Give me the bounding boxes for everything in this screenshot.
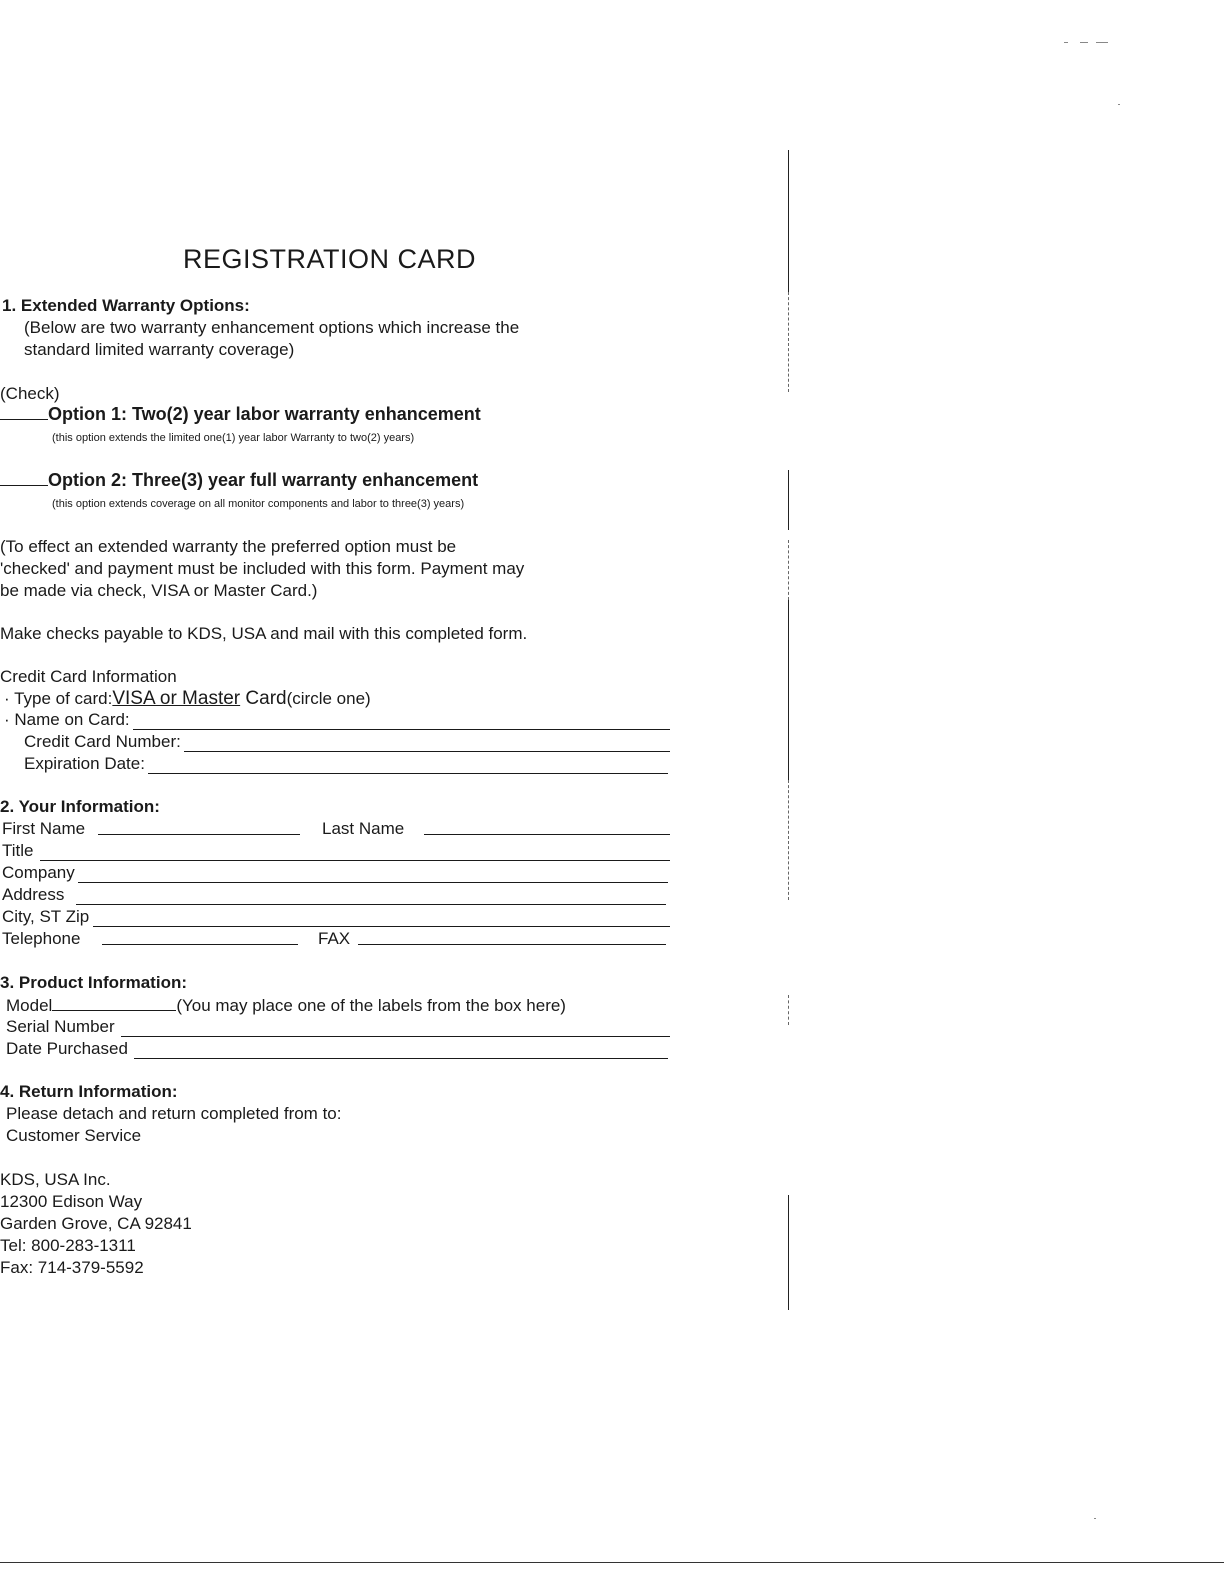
address-street: 12300 Edison Way <box>0 1192 143 1211</box>
date-purchased-label: Date Purchased <box>6 1039 128 1058</box>
card-type-row <box>4 689 371 709</box>
model-row <box>6 995 566 1016</box>
title-row <box>2 841 670 861</box>
company-label: Company <box>2 863 75 882</box>
address-fax: Fax: 714-379-5592 <box>0 1258 144 1277</box>
section-2-heading: 2. Your Information: <box>0 797 160 816</box>
fax-label: FAX <box>318 929 351 948</box>
name-on-card-label: · Name on Card: <box>4 710 130 729</box>
last-name-label: Last Name <box>322 819 405 838</box>
bottom-edge-line <box>0 1562 1224 1563</box>
option-2-title: Option 2: Three(3) year full warranty enhancement <box>48 470 479 490</box>
fax-field[interactable] <box>358 929 666 945</box>
model-note: (You may place one of the labels from the box here) <box>176 996 566 1015</box>
return-line-1: Please detach and return completed from to: <box>6 1104 342 1123</box>
name-row <box>2 819 670 839</box>
last-name-field[interactable] <box>424 819 670 835</box>
address-tel: Tel: 800-283-1311 <box>0 1236 136 1255</box>
option-1-checkbox-line[interactable] <box>0 404 48 420</box>
expiration-field[interactable] <box>148 758 668 774</box>
address-company: KDS, USA Inc. <box>0 1170 111 1189</box>
page-title: REGISTRATION CARD <box>183 244 477 274</box>
warranty-intro-line-2: standard limited warranty coverage) <box>24 340 295 359</box>
card-type-circle-note: (circle one) <box>286 689 371 708</box>
serial-label: Serial Number <box>6 1017 115 1036</box>
option-2-note: (this option extends coverage on all monitor components and labor to three(3) years) <box>52 498 465 510</box>
checks-payable-line: Make checks payable to KDS, USA and mail with this completed form. <box>0 624 528 643</box>
serial-row <box>6 1017 670 1037</box>
first-name-label: First Name <box>2 819 86 838</box>
card-type-card: Card <box>240 688 287 709</box>
section-3-heading: 3. Product Information: <box>0 973 187 992</box>
model-label: Model <box>6 996 53 1015</box>
effect-line-2: 'checked' and payment must be included with this form. Payment may <box>0 559 525 578</box>
first-name-field[interactable] <box>98 819 300 835</box>
address-label: Address <box>2 885 65 904</box>
date-purchased-field[interactable] <box>134 1043 668 1059</box>
serial-field[interactable] <box>121 1021 670 1037</box>
name-on-card-field[interactable] <box>133 714 670 730</box>
company-row <box>2 863 668 883</box>
option-1-note: (this option extends the limited one(1) year labor Warranty to two(2) years) <box>52 432 415 444</box>
name-on-card-row <box>4 710 670 730</box>
option-2-checkbox-line[interactable] <box>0 470 48 486</box>
card-number-label: Credit Card Number: <box>24 732 181 751</box>
company-field[interactable] <box>78 867 668 883</box>
section-1-heading: 1. Extended Warranty Options: <box>2 296 250 315</box>
option-2-row <box>0 470 478 491</box>
section-4-heading: 4. Return Information: <box>0 1082 178 1101</box>
option-1-row <box>0 404 481 425</box>
telephone-label: Telephone <box>2 929 81 948</box>
option-1-title: Option 1: Two(2) year labor warranty enhancement <box>48 404 481 424</box>
expiration-label: Expiration Date: <box>24 754 145 773</box>
phone-row <box>2 929 668 949</box>
card-type-options[interactable]: VISA or Master <box>112 688 241 709</box>
title-field[interactable] <box>40 845 671 861</box>
address-field[interactable] <box>76 889 666 905</box>
date-purchased-row <box>6 1039 668 1059</box>
credit-card-heading: Credit Card Information <box>0 667 177 686</box>
effect-line-3: be made via check, VISA or Master Card.) <box>0 581 318 600</box>
model-field[interactable] <box>52 995 176 1011</box>
expiration-row <box>24 754 668 774</box>
card-type-label: · Type of card: <box>4 689 113 708</box>
return-line-2: Customer Service <box>6 1126 142 1145</box>
effect-line-1: (To effect an extended warranty the preferred option must be <box>0 537 457 556</box>
address-city: Garden Grove, CA 92841 <box>0 1214 192 1233</box>
check-label: (Check) <box>0 384 60 403</box>
card-number-field[interactable] <box>184 736 670 752</box>
telephone-field[interactable] <box>102 929 298 945</box>
card-number-row <box>24 732 670 752</box>
city-row <box>2 907 670 927</box>
city-field[interactable] <box>93 911 670 927</box>
warranty-intro-line-1: (Below are two warranty enhancement options which increase the <box>24 318 520 337</box>
title-label: Title <box>2 841 34 860</box>
address-row <box>2 885 666 905</box>
city-label: City, ST Zip <box>2 907 90 926</box>
